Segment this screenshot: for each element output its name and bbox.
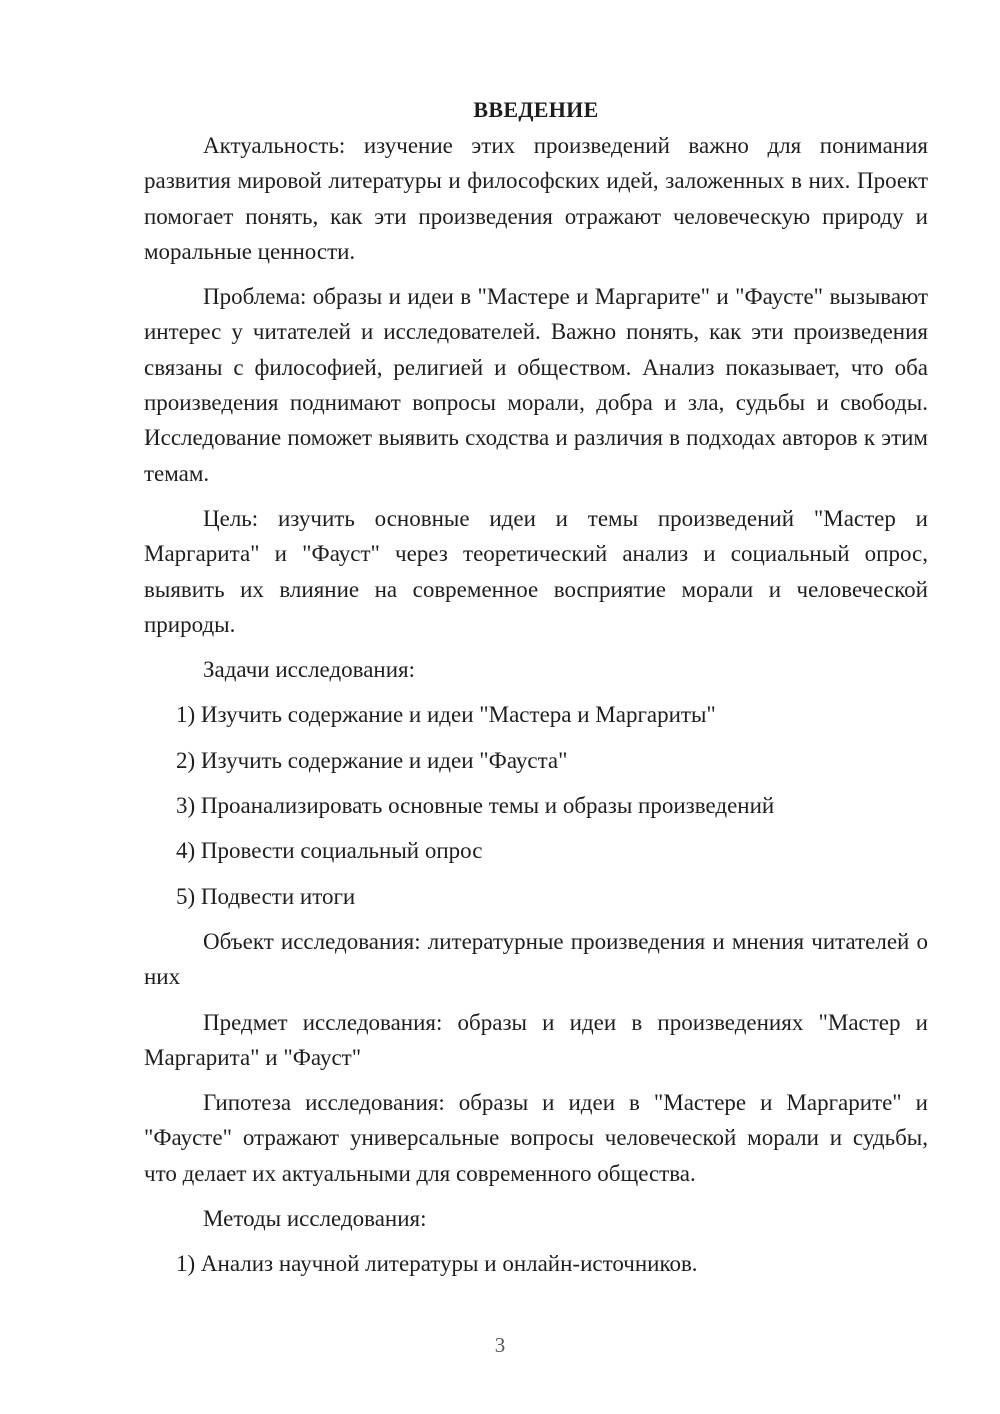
methods-list (144, 1246, 928, 1281)
list-item: 3) Проанализировать основные темы и образы произведений (176, 793, 775, 819)
object-paragraph: Объект исследования: литературные произведения и мнения читателей о них (144, 928, 928, 990)
subject-paragraph: Предмет исследования: образы и идеи в произведениях "Мастер и Маргарита" и "Фауст" (144, 1009, 928, 1070)
hypothesis-paragraph: Гипотеза исследования: образы и идеи в "Мастере и Маргарите" и "Фаусте" отражают универсальные вопросы человеческой морали и судьбы, что делает их актуальными для современного общества. (144, 1090, 928, 1186)
section-heading: ВВЕДЕНИЕ (473, 97, 599, 122)
list-item: 1) Анализ научной литературы и онлайн-источников. (176, 1251, 698, 1277)
list-item: 2) Изучить содержание и идеи "Фауста" (176, 747, 568, 773)
goal-paragraph: Цель: изучить основные идеи и темы произведений "Мастер и Маргарита" и "Фауст" через теоретический анализ и социальный опрос, выявить их влияние на современное восприятие морали и человеческой природы. (144, 505, 928, 637)
document-page (144, 92, 928, 1292)
page-number: 3 (494, 1333, 506, 1357)
list-item: 1) Изучить содержание и идеи "Мастера и Маргариты" (176, 702, 716, 728)
list-item: 5) Подвести итоги (176, 883, 356, 909)
tasks-list (144, 697, 928, 913)
tasks-heading: Задачи исследования: (203, 657, 416, 683)
methods-heading: Методы исследования: (203, 1206, 427, 1232)
relevance-paragraph: Актуальность: изучение этих произведений важно для понимания развития мировой литературы и философских идей, заложенных в них. Проект помогает понять, как эти произведения отражают человеческую природу и моральные ценности. (144, 133, 928, 264)
list-item: 4) Провести социальный опрос (176, 838, 483, 864)
problem-paragraph: Проблема: образы и идеи в "Мастере и Маргарите" и "Фаусте" вызывают интерес у читателей и исследователей. Важно понять, как эти произведения связаны с философией, религией и обществом. Анализ показывает, что оба произведения поднимают вопросы морали, добра и зла, судьбы и свободы. Исследование поможет выявить сходства и различия в подходах авторов к этим темам. (144, 284, 928, 486)
